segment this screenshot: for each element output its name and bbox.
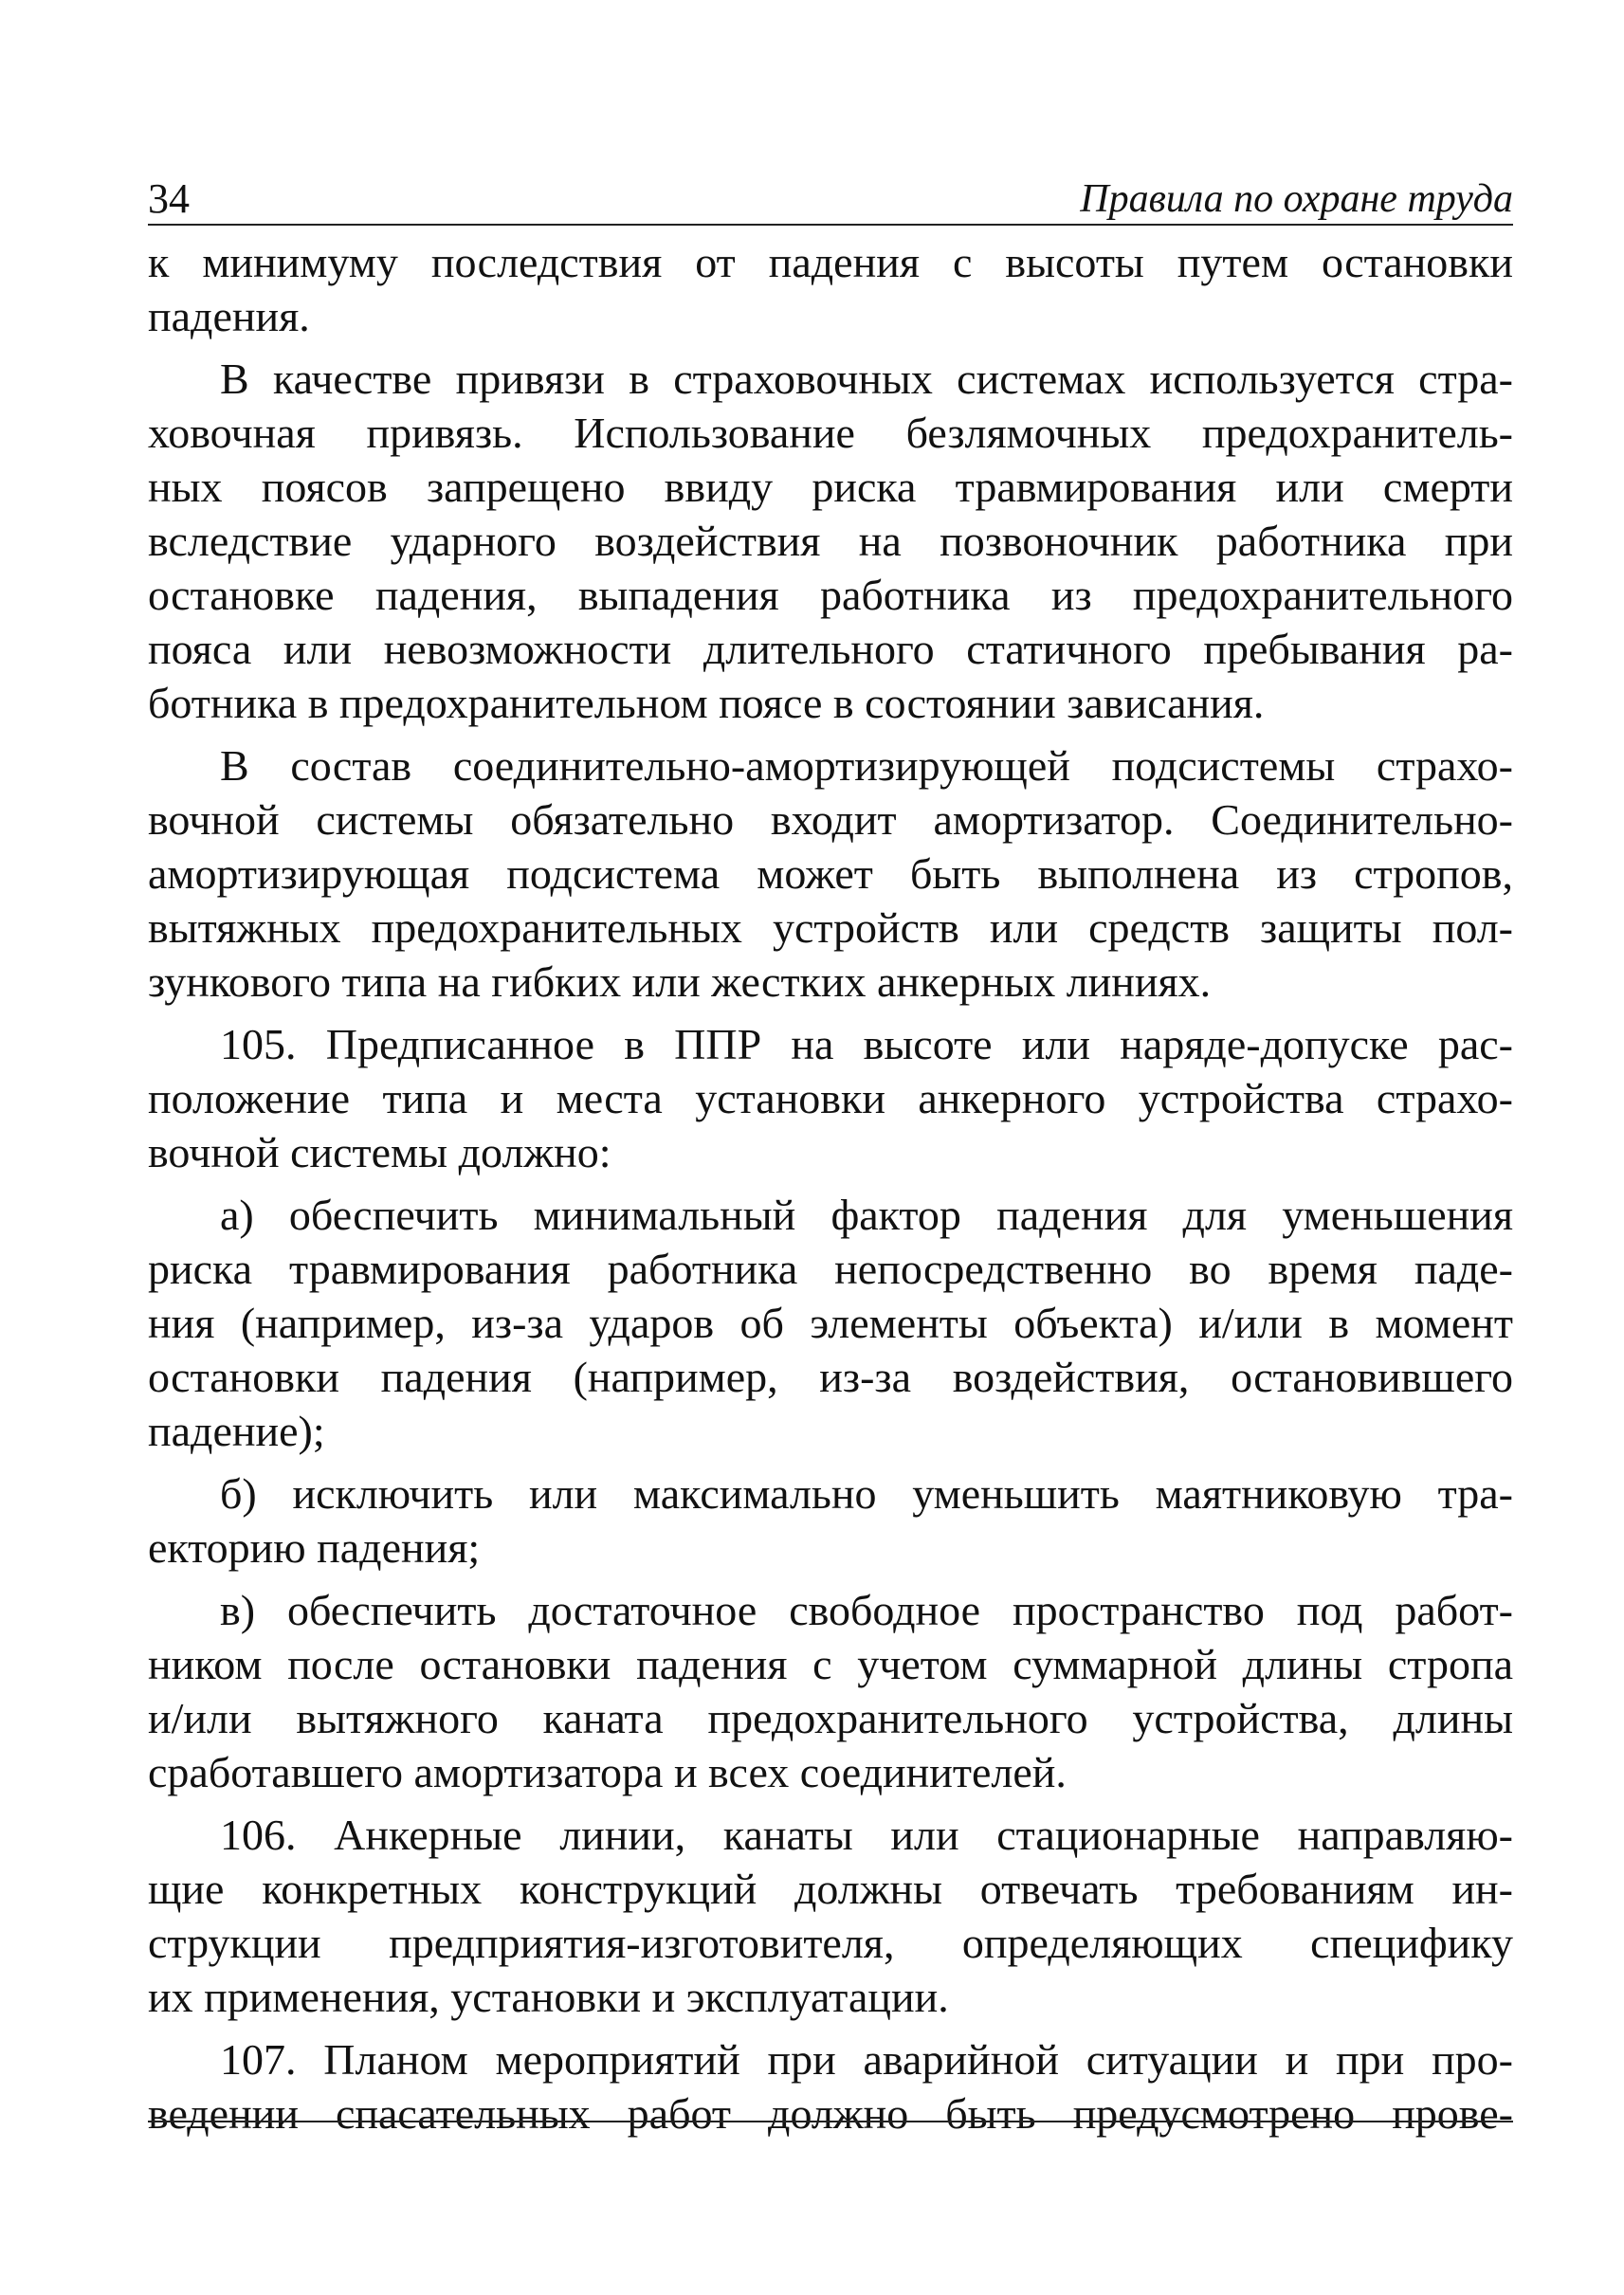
paragraph (148, 738, 1513, 1009)
text-line: ния (например, из-за ударов об элементы объекта) и/или в момент (148, 1299, 1513, 1347)
text-line: 106. Анкерные линии, канаты или стационарные направляю- (220, 1811, 1513, 1859)
running-header (148, 171, 1513, 226)
text-line: струкции предприятия-изготовителя, определяющих специфику (148, 1919, 1513, 1967)
text-line: б) исключить или максимально уменьшить маятниковую тра- (220, 1469, 1513, 1518)
text-line: ботника в предохранительном поясе в состоянии зависания. (148, 679, 1265, 727)
list-item-b (148, 1466, 1513, 1575)
paragraph-105 (148, 1017, 1513, 1179)
text-line: сработавшего амортизатора и всех соединителей. (148, 1748, 1067, 1796)
text-line: вочной системы должно: (148, 1128, 611, 1176)
text-line: риска травмирования работника непосредственно во время паде- (148, 1245, 1513, 1293)
text-line: в) обеспечить достаточное свободное пространство под работ- (220, 1586, 1513, 1634)
paragraph (148, 352, 1513, 730)
list-item-v (148, 1583, 1513, 1799)
text-line: падения. (148, 292, 310, 340)
running-title: Правила по охране труда (1080, 177, 1513, 221)
body-text (148, 235, 1513, 2140)
text-line: и/или вытяжного каната предохранительного устройства, длины (148, 1694, 1513, 1742)
text-line: екторию падения; (148, 1523, 481, 1572)
text-line: ведении спасательных работ должно быть предусмотрено прове- (148, 2089, 1513, 2138)
text-line: к минимуму последствия от падения с высоты путем остановки (148, 238, 1513, 286)
text-line: ховочная привязь. Использование безлямочных предохранитель- (148, 409, 1513, 457)
text-line: вследствие ударного воздействия на позвоночник работника при (148, 517, 1513, 565)
document-page (148, 171, 1513, 2140)
text-line: щие конкретных конструкций должны отвечать требованиям ин- (148, 1865, 1513, 1913)
text-line: положение типа и места установки анкерного устройства страхо- (148, 1074, 1513, 1122)
text-line: остановке падения, выпадения работника из предохранительного (148, 571, 1513, 619)
text-line: 107. Планом мероприятий при аварийной ситуации и при про- (220, 2035, 1513, 2084)
text-line: вочной системы обязательно входит амортизатор. Соединительно- (148, 795, 1513, 844)
paragraph-107 (148, 2032, 1513, 2140)
text-line: а) обеспечить минимальный фактор падения для уменьшения (220, 1191, 1513, 1239)
paragraph (148, 235, 1513, 343)
text-line: остановки падения (например, из-за воздействия, остановившего (148, 1353, 1513, 1401)
page-number: 34 (148, 175, 190, 222)
list-item-a (148, 1188, 1513, 1458)
text-line: ником после остановки падения с учетом суммарной длины стропа (148, 1640, 1513, 1688)
text-line: В качестве привязи в страховочных системах используется стра- (220, 355, 1513, 403)
text-line: вытяжных предохранительных устройств или средств защиты пол- (148, 903, 1513, 952)
paragraph-106 (148, 1808, 1513, 2024)
bottom-rule (148, 2121, 1513, 2122)
text-line: пояса или невозможности длительного статичного пребывания ра- (148, 625, 1513, 673)
text-line: их применения, установки и эксплуатации. (148, 1973, 949, 2021)
text-line: зункового типа на гибких или жестких анкерных линиях. (148, 957, 1212, 1006)
text-line: В состав соединительно-амортизирующей подсистемы страхо- (220, 741, 1513, 790)
text-line: ных поясов запрещено ввиду риска травмирования или смерти (148, 463, 1513, 511)
text-line: 105. Предписанное в ППР на высоте или наряде-допуске рас- (220, 1020, 1513, 1068)
text-line: падение); (148, 1407, 325, 1455)
text-line: амортизирующая подсистема может быть выполнена из стропов, (148, 849, 1513, 898)
